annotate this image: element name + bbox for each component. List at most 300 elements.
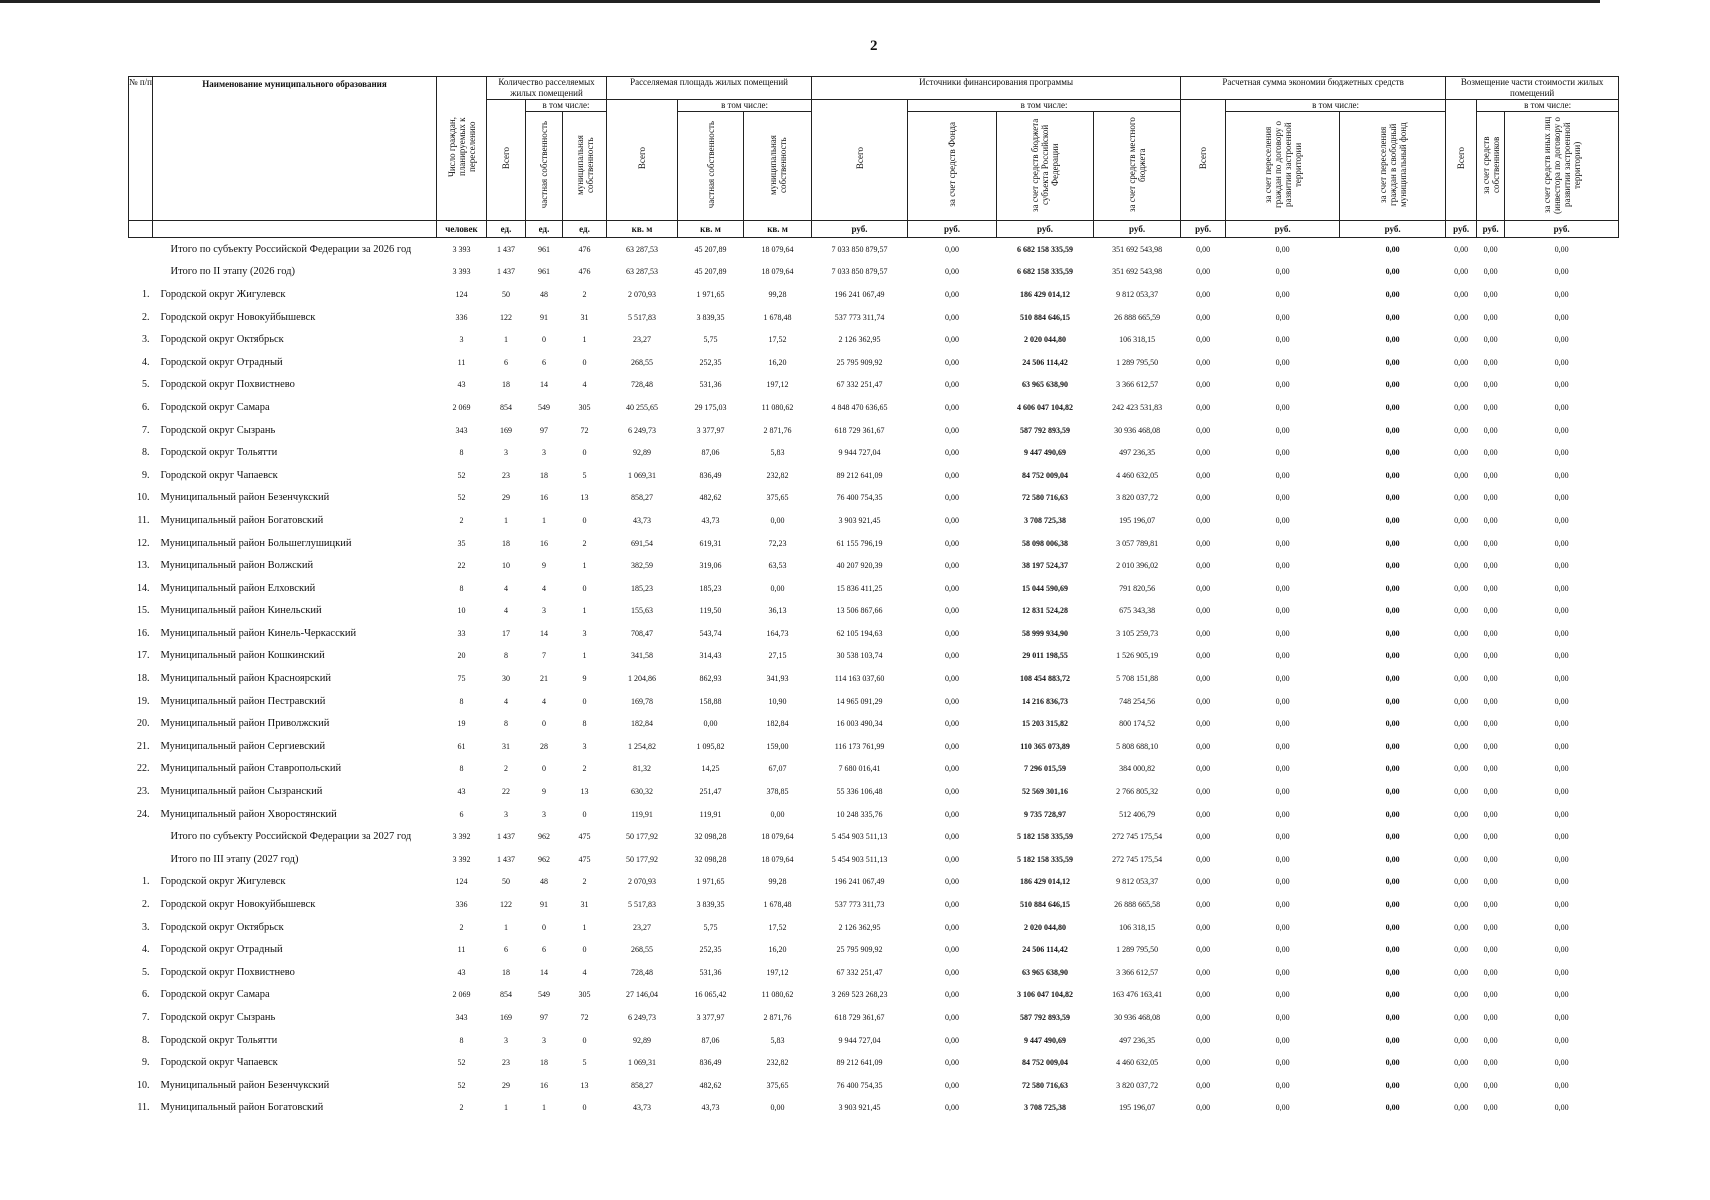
cell-cp-own: 0,00 bbox=[1483, 809, 1498, 819]
header-count-municipal-text: муниципальная собственность bbox=[574, 134, 595, 195]
cell-cp-own: 0,00 bbox=[1483, 651, 1498, 661]
cell-ec: 0,00 bbox=[1196, 674, 1211, 684]
cell-fin-subj: 24 506 114,42 bbox=[1022, 945, 1068, 955]
cell-area-m: 17,52 bbox=[768, 335, 787, 345]
cell-ec-free: 0,00 bbox=[1385, 244, 1400, 254]
cell-ec: 0,00 bbox=[1196, 380, 1211, 390]
cell-cp-own: 0,00 bbox=[1483, 515, 1498, 525]
cell-people: 6 bbox=[459, 809, 464, 819]
cell-cp-oth: 0,00 bbox=[1554, 335, 1569, 345]
cell-cnt-m: 1 bbox=[582, 335, 587, 345]
cell-fin-local: 497 236,35 bbox=[1119, 1035, 1156, 1045]
municipality-name: Муниципальный район Безенчукский bbox=[160, 492, 330, 504]
cell-fin-local: 272 745 175,54 bbox=[1112, 832, 1163, 842]
cell-fin: 14 965 091,29 bbox=[836, 696, 883, 706]
cell-cnt-p: 14 bbox=[540, 628, 548, 638]
municipality-name: Муниципальный район Елховский bbox=[160, 582, 316, 594]
cell-fin-local: 2 766 805,32 bbox=[1116, 787, 1159, 797]
unit-cell: руб. bbox=[997, 221, 1094, 238]
cell-ec-dev: 0,00 bbox=[1275, 967, 1290, 977]
cell-cnt-m: 1 bbox=[582, 922, 587, 932]
cell-area: 50 177,92 bbox=[626, 854, 659, 864]
cell-fin-fund: 0,00 bbox=[945, 764, 960, 774]
cell-cnt-m: 8 bbox=[582, 719, 587, 729]
cell-people: 2 bbox=[459, 922, 464, 932]
cell-cp-oth: 0,00 bbox=[1554, 787, 1569, 797]
cell-ec-dev: 0,00 bbox=[1275, 606, 1290, 616]
cell-ec-free: 0,00 bbox=[1385, 357, 1400, 367]
cell-area-m: 0,00 bbox=[770, 809, 785, 819]
cell-fin-subj: 63 965 638,90 bbox=[1022, 380, 1069, 390]
cell-fin-fund: 0,00 bbox=[945, 809, 960, 819]
cell-people: 2 bbox=[459, 515, 464, 525]
header-area-private-text: частная собственность bbox=[705, 120, 716, 209]
header-fin-fund-text: за счет средств Фонда bbox=[947, 122, 958, 207]
cell-ec-free: 0,00 bbox=[1385, 606, 1400, 616]
cell-fin-fund: 0,00 bbox=[945, 606, 960, 616]
cell-fin: 89 212 641,09 bbox=[836, 470, 883, 480]
cell-cnt-m: 1 bbox=[582, 561, 587, 571]
cell-ec-free: 0,00 bbox=[1385, 877, 1400, 887]
cell-cnt: 1 437 bbox=[497, 854, 515, 864]
cell-ec-free: 0,00 bbox=[1385, 380, 1400, 390]
cell-fin: 10 248 335,76 bbox=[836, 809, 883, 819]
cell-fin-fund: 0,00 bbox=[945, 832, 960, 842]
cell-cnt-p: 3 bbox=[542, 809, 546, 819]
header-econ-free-fund-text: за счет переселения граждан в свободный муниципальный фонд bbox=[1377, 122, 1408, 207]
page-number: 2 bbox=[870, 38, 878, 54]
cell-ec: 0,00 bbox=[1196, 448, 1211, 458]
municipality-name: Итого по III этапу (2027 год) bbox=[170, 853, 299, 865]
cell-area: 185,23 bbox=[631, 583, 654, 593]
cell-ec-free: 0,00 bbox=[1385, 493, 1400, 503]
unit-cell: кв. м bbox=[678, 221, 744, 238]
cell-ec-dev: 0,00 bbox=[1275, 244, 1290, 254]
cell-cp-own: 0,00 bbox=[1483, 1080, 1498, 1090]
cell-cnt-m: 13 bbox=[580, 1080, 589, 1090]
cell-area-p: 314,43 bbox=[699, 651, 722, 661]
table-row bbox=[129, 938, 1619, 961]
cell-cnt-m: 0 bbox=[582, 1103, 587, 1113]
cell-ec-dev: 0,00 bbox=[1275, 696, 1290, 706]
cell-cnt-p: 28 bbox=[540, 741, 548, 751]
header-econ-total-text: Всего bbox=[1198, 147, 1209, 170]
cell-people: 336 bbox=[455, 900, 468, 910]
cell-cnt-p: 3 bbox=[542, 606, 546, 616]
table-row bbox=[129, 396, 1619, 419]
row-number: 18. bbox=[137, 673, 150, 685]
cell-area-m: 375,65 bbox=[766, 493, 789, 503]
cell-area: 155,63 bbox=[631, 606, 654, 616]
cell-cnt-p: 21 bbox=[540, 674, 548, 684]
unit-cell: руб. bbox=[1181, 221, 1226, 238]
table-row bbox=[129, 1097, 1619, 1120]
unit-cell: ед. bbox=[487, 221, 526, 238]
table-row bbox=[129, 893, 1619, 916]
unit-cell: руб. bbox=[1340, 221, 1446, 238]
header-area-incl: в том числе: bbox=[678, 100, 812, 112]
cell-area-p: 836,49 bbox=[699, 1058, 722, 1068]
cell-ec-dev: 0,00 bbox=[1275, 832, 1290, 842]
cell-people: 43 bbox=[457, 967, 466, 977]
cell-fin: 7 680 016,41 bbox=[838, 764, 881, 774]
cell-cnt-m: 475 bbox=[578, 832, 591, 842]
header-comp-owners bbox=[1477, 112, 1505, 221]
municipality-name: Муниципальный район Большеглушицкий bbox=[160, 537, 352, 549]
cell-area-m: 10,90 bbox=[768, 696, 787, 706]
cell-cnt: 3 bbox=[504, 448, 508, 458]
cell-cp: 0,00 bbox=[1454, 967, 1469, 977]
cell-fin: 537 773 311,74 bbox=[834, 312, 885, 322]
cell-area: 6 249,73 bbox=[628, 425, 657, 435]
header-people-count bbox=[437, 77, 487, 221]
cell-cp: 0,00 bbox=[1454, 628, 1469, 638]
cell-ec: 0,00 bbox=[1196, 425, 1211, 435]
cell-fin-local: 3 820 037,72 bbox=[1116, 1080, 1159, 1090]
cell-fin-fund: 0,00 bbox=[945, 922, 960, 932]
header-comp-total bbox=[1446, 100, 1477, 221]
cell-cnt-m: 0 bbox=[582, 515, 587, 525]
cell-cnt-p: 7 bbox=[542, 651, 546, 661]
row-number: 2. bbox=[142, 899, 150, 911]
cell-fin-subj: 7 296 015,59 bbox=[1024, 764, 1067, 774]
cell-area-p: 1 971,65 bbox=[696, 289, 725, 299]
cell-area-p: 251,47 bbox=[699, 787, 722, 797]
cell-cnt-m: 1 bbox=[582, 651, 587, 661]
cell-fin: 537 773 311,73 bbox=[834, 900, 885, 910]
cell-area: 2 070,93 bbox=[628, 289, 657, 299]
cell-cp: 0,00 bbox=[1454, 515, 1469, 525]
cell-cnt-p: 0 bbox=[542, 335, 546, 345]
cell-cp-own: 0,00 bbox=[1483, 696, 1498, 706]
cell-fin-subj: 4 606 047 104,82 bbox=[1017, 402, 1074, 412]
cell-cnt-p: 91 bbox=[540, 312, 548, 322]
cell-fin-subj: 72 580 716,63 bbox=[1022, 1080, 1069, 1090]
cell-ec: 0,00 bbox=[1196, 402, 1211, 412]
cell-area-m: 99,28 bbox=[768, 289, 787, 299]
cell-fin: 2 126 362,95 bbox=[838, 922, 881, 932]
header-count-private-text: частная собственность bbox=[539, 120, 549, 209]
table-row bbox=[129, 487, 1619, 510]
municipality-name: Городской округ Тольятти bbox=[160, 447, 278, 459]
cell-ec: 0,00 bbox=[1196, 493, 1211, 503]
cell-fin-subj: 3 708 725,38 bbox=[1024, 1103, 1067, 1113]
header-econ-free-fund bbox=[1340, 112, 1446, 221]
cell-cp-oth: 0,00 bbox=[1554, 990, 1569, 1000]
cell-cnt-m: 475 bbox=[578, 854, 591, 864]
cell-cp: 0,00 bbox=[1454, 335, 1469, 345]
cell-cnt-p: 0 bbox=[542, 719, 546, 729]
cell-cp: 0,00 bbox=[1454, 538, 1469, 548]
municipality-name: Городской округ Отрадный bbox=[160, 356, 283, 368]
cell-fin-fund: 0,00 bbox=[945, 380, 960, 390]
cell-ec-dev: 0,00 bbox=[1275, 990, 1290, 1000]
cell-fin-fund: 0,00 bbox=[945, 357, 960, 367]
cell-cp-own: 0,00 bbox=[1483, 1058, 1498, 1068]
cell-ec-free: 0,00 bbox=[1385, 515, 1400, 525]
row-number: 5. bbox=[142, 379, 150, 391]
cell-fin-fund: 0,00 bbox=[945, 244, 960, 254]
cell-cp-oth: 0,00 bbox=[1554, 854, 1569, 864]
cell-ec: 0,00 bbox=[1196, 335, 1211, 345]
municipality-name: Городской округ Похвистнево bbox=[160, 966, 295, 978]
cell-cp: 0,00 bbox=[1454, 1058, 1469, 1068]
cell-fin-local: 3 366 612,57 bbox=[1116, 967, 1159, 977]
municipality-name: Муниципальный район Кинельский bbox=[160, 605, 322, 617]
cell-people: 75 bbox=[457, 674, 466, 684]
header-number: № п/п bbox=[129, 77, 153, 221]
cell-people: 8 bbox=[459, 448, 464, 458]
cell-cp: 0,00 bbox=[1454, 877, 1469, 887]
cell-cp: 0,00 bbox=[1454, 674, 1469, 684]
cell-ec-free: 0,00 bbox=[1385, 674, 1400, 684]
cell-area-m: 18 079,64 bbox=[761, 832, 794, 842]
header-area-municipal bbox=[744, 112, 812, 221]
header-count-total-text: Всего bbox=[501, 147, 511, 170]
cell-area-m: 5,83 bbox=[770, 448, 785, 458]
cell-area-p: 185,23 bbox=[699, 583, 722, 593]
row-number: 14. bbox=[137, 582, 150, 594]
row-number: 9. bbox=[142, 1057, 150, 1069]
cell-cnt: 31 bbox=[502, 741, 510, 751]
table-row bbox=[129, 712, 1619, 735]
cell-cp-own: 0,00 bbox=[1483, 1012, 1498, 1022]
cell-fin-subj: 72 580 716,63 bbox=[1022, 493, 1069, 503]
row-number: 15. bbox=[137, 605, 150, 617]
header-municipality-name: Наименование муниципального образования bbox=[153, 77, 437, 221]
cell-area: 268,55 bbox=[631, 357, 654, 367]
cell-cnt: 854 bbox=[500, 402, 512, 412]
cell-cnt: 4 bbox=[504, 606, 508, 616]
cell-cnt-p: 6 bbox=[542, 945, 546, 955]
cell-fin: 5 454 903 511,13 bbox=[831, 832, 888, 842]
cell-ec-dev: 0,00 bbox=[1275, 764, 1290, 774]
cell-cp-oth: 0,00 bbox=[1554, 696, 1569, 706]
cell-ec-free: 0,00 bbox=[1385, 561, 1400, 571]
cell-ec: 0,00 bbox=[1196, 764, 1211, 774]
municipality-name: Муниципальный район Хворостянский bbox=[160, 808, 337, 820]
cell-people: 33 bbox=[457, 628, 466, 638]
cell-area: 2 070,93 bbox=[628, 877, 657, 887]
cell-people: 2 069 bbox=[452, 402, 471, 412]
municipality-name: Итого по II этапу (2026 год) bbox=[170, 266, 296, 278]
cell-fin-fund: 0,00 bbox=[945, 787, 960, 797]
cell-ec-free: 0,00 bbox=[1385, 628, 1400, 638]
cell-cnt-p: 961 bbox=[538, 267, 550, 277]
cell-cp-oth: 0,00 bbox=[1554, 1080, 1569, 1090]
municipality-name: Городской округ Тольятти bbox=[160, 1034, 278, 1046]
cell-cp: 0,00 bbox=[1454, 854, 1469, 864]
header-comp-owners-text: за счет средств собственников bbox=[1480, 135, 1501, 194]
cell-area-p: 619,31 bbox=[699, 538, 722, 548]
cell-area: 23,27 bbox=[633, 335, 652, 345]
top-border-line bbox=[0, 0, 1600, 3]
cell-cnt-m: 0 bbox=[582, 696, 587, 706]
cell-cp-oth: 0,00 bbox=[1554, 267, 1569, 277]
cell-cnt-p: 3 bbox=[542, 448, 546, 458]
header-fin-incl: в том числе: bbox=[908, 100, 1181, 112]
cell-ec: 0,00 bbox=[1196, 1103, 1211, 1113]
table-body bbox=[129, 238, 1619, 1120]
cell-cp-own: 0,00 bbox=[1483, 741, 1498, 751]
cell-cp-own: 0,00 bbox=[1483, 538, 1498, 548]
cell-cnt-m: 13 bbox=[580, 493, 589, 503]
cell-ec-dev: 0,00 bbox=[1275, 357, 1290, 367]
cell-area-p: 252,35 bbox=[699, 945, 722, 955]
cell-fin-subj: 84 752 009,04 bbox=[1022, 470, 1069, 480]
cell-ec-free: 0,00 bbox=[1385, 719, 1400, 729]
cell-cnt-m: 2 bbox=[582, 538, 587, 548]
cell-ec-free: 0,00 bbox=[1385, 900, 1400, 910]
cell-ec-free: 0,00 bbox=[1385, 945, 1400, 955]
row-number: 23. bbox=[137, 786, 150, 798]
cell-people: 3 392 bbox=[452, 854, 471, 864]
table-row bbox=[129, 600, 1619, 623]
cell-cp-own: 0,00 bbox=[1483, 832, 1498, 842]
cell-people: 22 bbox=[457, 561, 466, 571]
cell-fin-local: 3 820 037,72 bbox=[1116, 493, 1159, 503]
cell-area-p: 43,73 bbox=[701, 1103, 720, 1113]
cell-area-m: 2 871,76 bbox=[763, 1012, 792, 1022]
header-area-total bbox=[607, 100, 678, 221]
cell-fin: 9 944 727,04 bbox=[838, 1035, 881, 1045]
cell-fin: 3 903 921,45 bbox=[838, 515, 881, 525]
cell-cnt-p: 14 bbox=[540, 967, 548, 977]
cell-people: 10 bbox=[457, 606, 466, 616]
municipality-name: Городской округ Похвистнево bbox=[160, 379, 295, 391]
cell-fin-fund: 0,00 bbox=[945, 583, 960, 593]
cell-fin-fund: 0,00 bbox=[945, 470, 960, 480]
cell-cp-own: 0,00 bbox=[1483, 945, 1498, 955]
cell-area-m: 72,23 bbox=[768, 538, 787, 548]
cell-cnt: 169 bbox=[500, 425, 512, 435]
cell-cnt: 1 bbox=[504, 1103, 508, 1113]
cell-ec-dev: 0,00 bbox=[1275, 289, 1290, 299]
cell-cp-own: 0,00 bbox=[1483, 583, 1498, 593]
cell-area: 1 254,82 bbox=[628, 741, 657, 751]
cell-area-m: 5,83 bbox=[770, 1035, 785, 1045]
cell-cp: 0,00 bbox=[1454, 945, 1469, 955]
cell-area-p: 45 207,89 bbox=[694, 244, 727, 254]
cell-cp-own: 0,00 bbox=[1483, 380, 1498, 390]
cell-cnt: 50 bbox=[502, 877, 510, 887]
cell-people: 52 bbox=[457, 493, 466, 503]
unit-cell: руб. bbox=[812, 221, 908, 238]
cell-area: 728,48 bbox=[631, 380, 654, 390]
municipality-name: Городской округ Самара bbox=[160, 989, 270, 1001]
cell-ec-free: 0,00 bbox=[1385, 1058, 1400, 1068]
cell-area-m: 63,53 bbox=[768, 561, 787, 571]
header-fin-subject-budget bbox=[997, 112, 1094, 221]
cell-fin-fund: 0,00 bbox=[945, 1058, 960, 1068]
cell-area: 40 255,65 bbox=[626, 402, 659, 412]
table-row bbox=[129, 758, 1619, 781]
cell-ec-free: 0,00 bbox=[1385, 809, 1400, 819]
table-row bbox=[129, 328, 1619, 351]
cell-fin-local: 675 343,38 bbox=[1119, 606, 1156, 616]
cell-fin-subj: 38 197 524,37 bbox=[1022, 561, 1069, 571]
row-number: 3. bbox=[142, 921, 150, 933]
table-row bbox=[129, 825, 1619, 848]
cell-fin-subj: 6 682 158 335,59 bbox=[1017, 244, 1074, 254]
municipality-name: Городской округ Новокуйбышевск bbox=[160, 311, 316, 323]
cell-ec-free: 0,00 bbox=[1385, 696, 1400, 706]
cell-fin-local: 1 289 795,50 bbox=[1116, 945, 1159, 955]
cell-fin-local: 4 460 632,05 bbox=[1116, 470, 1159, 480]
cell-area-p: 836,49 bbox=[699, 470, 722, 480]
row-number: 7. bbox=[142, 424, 150, 436]
cell-fin: 67 332 251,47 bbox=[836, 967, 883, 977]
header-fin-fund bbox=[908, 112, 997, 221]
cell-people: 20 bbox=[457, 651, 466, 661]
cell-fin-fund: 0,00 bbox=[945, 990, 960, 1000]
cell-cp-oth: 0,00 bbox=[1554, 493, 1569, 503]
cell-cnt-m: 4 bbox=[582, 380, 587, 390]
cell-people: 19 bbox=[457, 719, 466, 729]
cell-ec: 0,00 bbox=[1196, 583, 1211, 593]
cell-cp-oth: 0,00 bbox=[1554, 515, 1569, 525]
cell-area-p: 319,06 bbox=[699, 561, 722, 571]
header-comp-total-text: Всего bbox=[1456, 147, 1467, 170]
cell-people: 2 069 bbox=[452, 990, 471, 1000]
row-number: 16. bbox=[137, 627, 150, 639]
cell-fin: 25 795 909,92 bbox=[836, 357, 883, 367]
cell-ec-dev: 0,00 bbox=[1275, 628, 1290, 638]
cell-fin-local: 3 366 612,57 bbox=[1116, 380, 1159, 390]
cell-cnt-m: 0 bbox=[582, 1035, 587, 1045]
cell-fin-local: 1 289 795,50 bbox=[1116, 357, 1159, 367]
cell-cnt-p: 3 bbox=[542, 1035, 546, 1045]
cell-cnt-m: 5 bbox=[582, 470, 587, 480]
cell-fin-local: 3 105 259,73 bbox=[1116, 628, 1159, 638]
cell-cnt: 1 bbox=[504, 335, 508, 345]
cell-cp-own: 0,00 bbox=[1483, 606, 1498, 616]
cell-area-p: 1 095,82 bbox=[696, 741, 725, 751]
cell-area: 708,47 bbox=[631, 628, 654, 638]
cell-fin: 7 033 850 879,57 bbox=[831, 267, 888, 277]
cell-cp-oth: 0,00 bbox=[1554, 809, 1569, 819]
cell-area-m: 18 079,64 bbox=[761, 854, 794, 864]
cell-cnt-p: 4 bbox=[542, 583, 546, 593]
cell-ec: 0,00 bbox=[1196, 1080, 1211, 1090]
cell-area: 50 177,92 bbox=[626, 832, 659, 842]
cell-cnt-m: 2 bbox=[582, 764, 587, 774]
cell-area-p: 45 207,89 bbox=[694, 267, 727, 277]
cell-area-m: 378,85 bbox=[766, 787, 789, 797]
cell-fin: 5 454 903 511,13 bbox=[831, 854, 888, 864]
cell-area-p: 1 971,65 bbox=[696, 877, 725, 887]
cell-fin-subj: 5 182 158 335,59 bbox=[1017, 854, 1074, 864]
cell-fin: 25 795 909,92 bbox=[836, 945, 883, 955]
cell-cnt-m: 5 bbox=[582, 1058, 587, 1068]
cell-cnt-m: 31 bbox=[580, 312, 589, 322]
cell-area-m: 18 079,64 bbox=[761, 244, 794, 254]
cell-cnt-m: 305 bbox=[578, 402, 591, 412]
table-row bbox=[129, 984, 1619, 1007]
cell-fin: 3 269 523 268,23 bbox=[831, 990, 888, 1000]
table-row bbox=[129, 1074, 1619, 1097]
cell-cp: 0,00 bbox=[1454, 764, 1469, 774]
cell-ec-dev: 0,00 bbox=[1275, 448, 1290, 458]
cell-ec-dev: 0,00 bbox=[1275, 335, 1290, 345]
cell-area-m: 99,28 bbox=[768, 877, 787, 887]
cell-people: 11 bbox=[457, 945, 466, 955]
cell-cnt: 18 bbox=[502, 967, 510, 977]
table-row bbox=[129, 1006, 1619, 1029]
cell-ec-dev: 0,00 bbox=[1275, 561, 1290, 571]
cell-ec-dev: 0,00 bbox=[1275, 267, 1290, 277]
cell-area-p: 119,50 bbox=[699, 606, 722, 616]
